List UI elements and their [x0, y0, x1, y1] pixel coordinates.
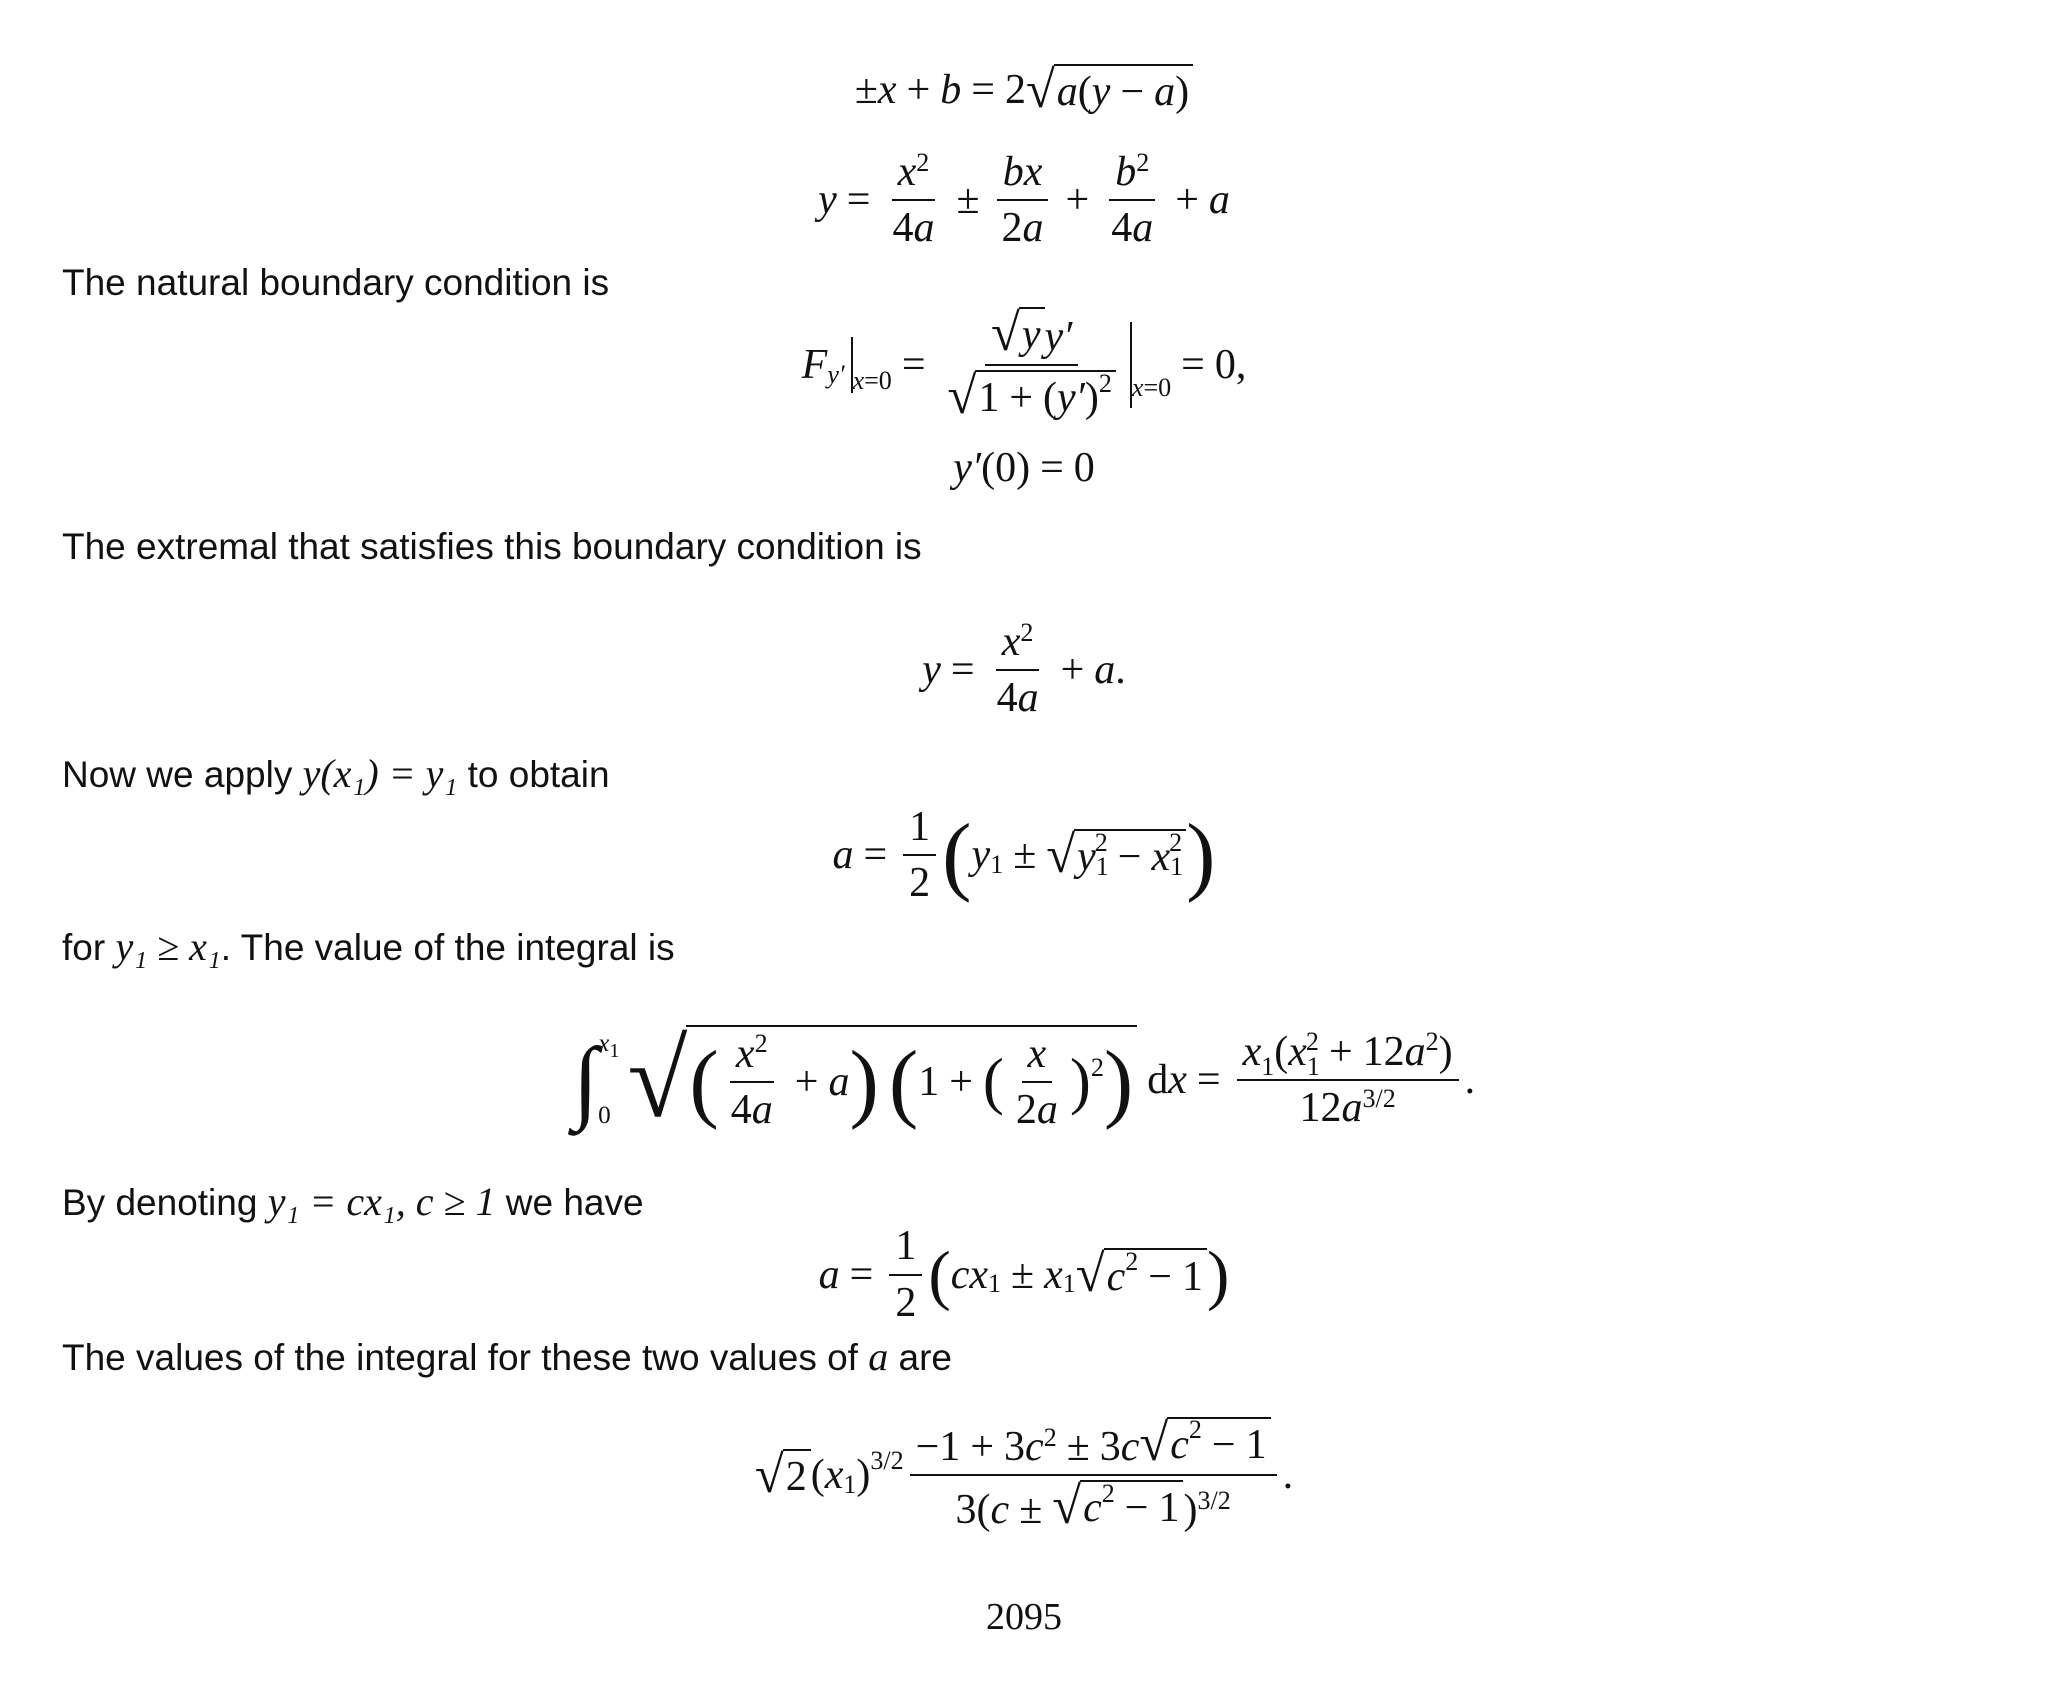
equation-5: y = $\frac{x^2}{4a}$ + a .	[922, 617, 1126, 721]
equation-7: ∫ $x_1$ 0 √ ( $\frac{x^2}{4a}$ + a ) ( 1 + ( $\frac{x}{2a}$ ) 2 ) dx = $\frac{x_1(x_1^2 + 12a^2)}{12a^{3/2}}$ .	[572, 1019, 1476, 1141]
paragraph-value-integral	[62, 925, 675, 970]
equation-6: a = $\frac{1}{2}$ ( y 1 ± √ y 1 2 − x 1 2 )	[832, 803, 1216, 906]
equation-3: F y′ x=0 = √ y y′ √ 1 + ( y′ ) 2 x=0 = 0,	[801, 303, 1247, 425]
paragraph-values-two	[62, 1335, 952, 1380]
equation-4: y′ (0) = 0	[953, 445, 1095, 491]
paragraph-extremal: The extremal that satisfies this boundary condition is	[62, 526, 922, 567]
paragraph-text: we have	[495, 1182, 644, 1223]
paragraph-text: . The value of the integral is	[220, 927, 675, 968]
paragraph-text: By denoting	[62, 1182, 268, 1223]
paragraph-apply-condition	[62, 752, 610, 797]
equation-2: y = $\frac{x^2}{4a}$ ± $\frac{bx}{2a}$ + $\frac{b^2}{4a}$ + a	[818, 147, 1230, 251]
paragraph-text: Now we apply	[62, 754, 303, 795]
inline-math: y₁ ≥ x₁	[115, 924, 221, 969]
paragraph-denoting	[62, 1180, 644, 1225]
paragraph-text: The values of the integral for these two values of	[62, 1337, 869, 1378]
paragraph-text: are	[888, 1337, 952, 1378]
inline-math: y₁ = cx₁, c ≥ 1	[267, 1179, 496, 1224]
page-number: 2095	[986, 1596, 1062, 1638]
paragraph-text: for	[62, 927, 116, 968]
inline-math: a	[868, 1334, 889, 1379]
paragraph-text: to obtain	[457, 754, 610, 795]
equation-1: ± x + b = 2 √ a ( y − a )	[0, 55, 2048, 125]
equation-9: √ 2 ( x 1 ) 3/2 $-1 + 3c^2 \pm 3c$ √ c 2 − 1 3(c ± √ c 2 − 1 )$^{3/2}$ .	[754, 1413, 1294, 1535]
inline-math: y(x₁) = y₁	[302, 751, 458, 796]
paragraph-natural-boundary: The natural boundary condition is	[62, 262, 610, 303]
equation-8: a = $\frac{1}{2}$ ( cx 1 ± x 1 √ c 2 − 1 )	[818, 1223, 1230, 1326]
